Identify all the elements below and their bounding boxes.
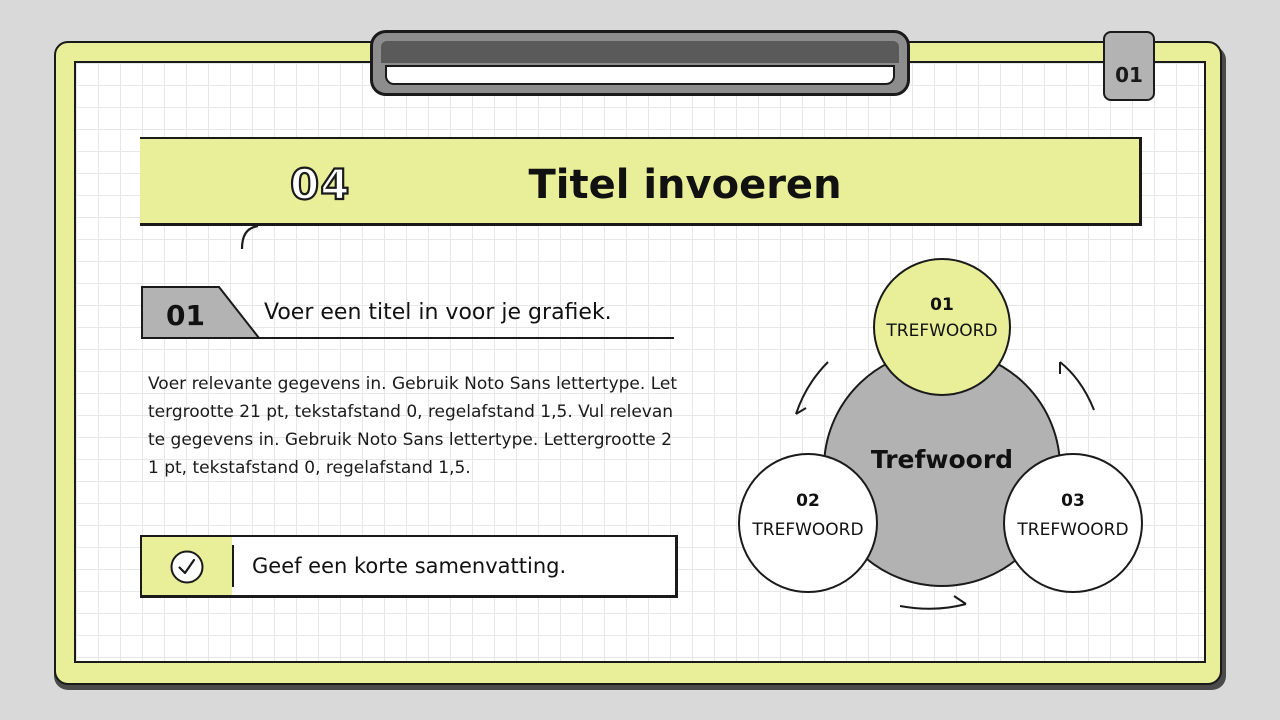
section-underline xyxy=(256,337,674,339)
node-03-label: TREFWOORD xyxy=(1017,520,1129,540)
page-number-tab xyxy=(1103,31,1155,101)
node-01-label: TREFWOORD xyxy=(886,321,998,341)
title-number: 04 xyxy=(290,160,351,209)
cycle-arrow-right xyxy=(1060,362,1094,410)
clip-bar xyxy=(381,41,899,63)
node-01-number: 01 xyxy=(930,295,954,315)
node-02-label: TREFWOORD xyxy=(752,520,864,540)
node-02[interactable] xyxy=(740,490,876,550)
clip-inner xyxy=(385,65,895,85)
check-circle-icon xyxy=(169,549,205,585)
cycle-arrow-bottom xyxy=(900,604,966,609)
summary-text[interactable]: Geef een korte samenvatting. xyxy=(252,554,567,578)
summary-box xyxy=(140,535,678,598)
title-speech-tail xyxy=(238,224,278,250)
node-02-number: 02 xyxy=(796,491,820,511)
section-number: 01 xyxy=(166,299,205,332)
clipboard-clip xyxy=(370,30,910,96)
node-03-number: 03 xyxy=(1061,491,1085,511)
cycle-arrow-left xyxy=(796,362,828,414)
summary-divider xyxy=(232,545,234,587)
node-01[interactable] xyxy=(874,294,1010,354)
node-03[interactable] xyxy=(1005,490,1141,550)
center-label[interactable]: Trefwoord xyxy=(870,445,1014,474)
section-heading[interactable]: Voer een titel in voor je grafiek. xyxy=(264,300,612,325)
page-title[interactable]: Titel invoeren xyxy=(528,162,842,208)
cycle-arrow-bottom-head xyxy=(954,596,966,604)
page-number: 01 xyxy=(1115,63,1143,87)
section-body-text[interactable]: Voer relevante gegevens in. Gebruik Noto Sans lettertype. Lettergrootte 21 pt, tekstafstand 0, regelafstand 1,5. Vul relevante gegevens in. Gebruik Noto Sans lettertype. Lettergrootte 21 pt, tekstafstand 0, regelafstand 1,5. xyxy=(148,374,677,478)
keyword-cycle-diagram xyxy=(730,250,1150,620)
